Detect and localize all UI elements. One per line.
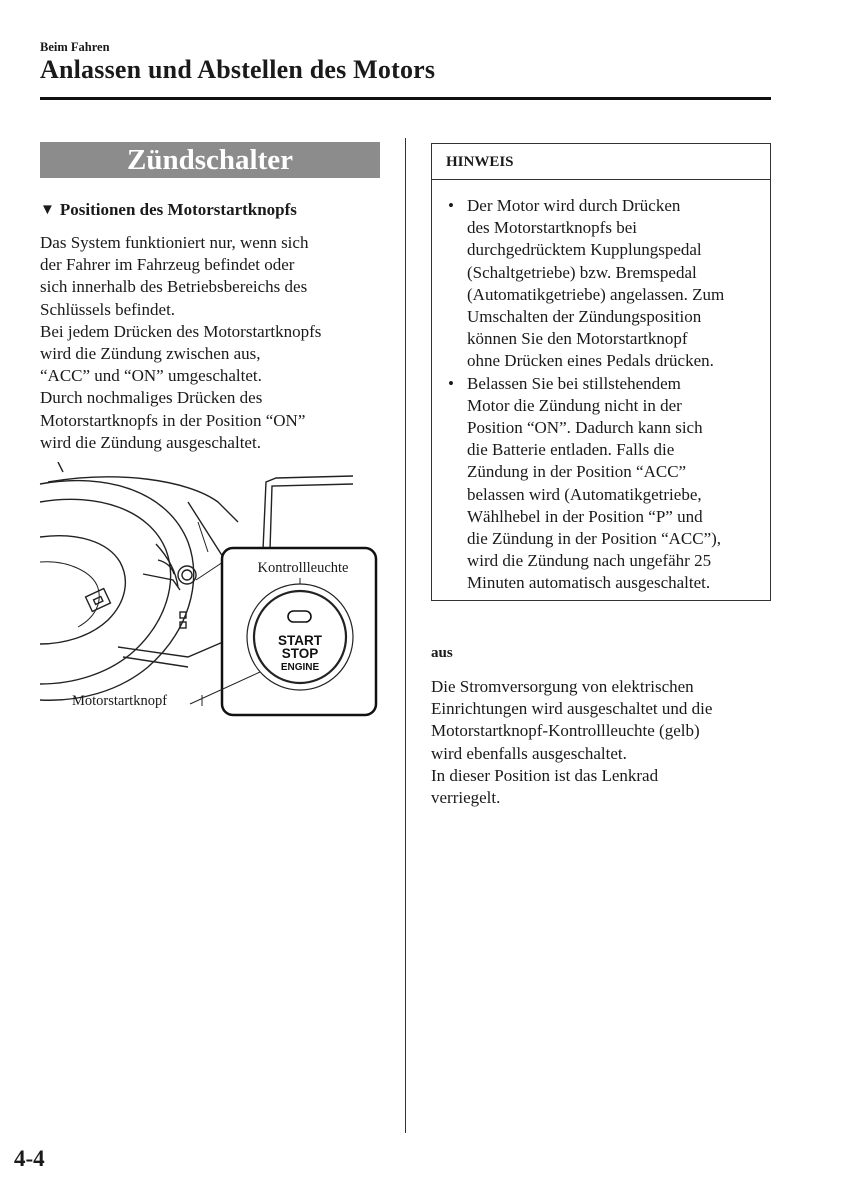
subheading xyxy=(40,200,297,220)
bullet-line: können Sie den Motorstartknopf xyxy=(467,329,688,349)
bullet-line: Zündung in der Position “ACC” xyxy=(467,462,687,482)
aus-heading: aus xyxy=(431,645,453,661)
title-rule xyxy=(40,97,771,100)
triangle-marker-icon: ▼ xyxy=(40,201,55,218)
bullet-line: belassen wird (Automatikgetriebe, xyxy=(467,484,702,504)
column-divider xyxy=(405,138,406,1133)
bullet-line: (Schaltgetriebe) bzw. Bremspedal xyxy=(467,262,697,282)
zoom-callout xyxy=(222,548,376,715)
hinweis-title: HINWEIS xyxy=(432,144,770,180)
paragraph-line: Durch nochmaliges Drücken des xyxy=(40,388,263,408)
indicator-light xyxy=(288,611,311,622)
bullet-line: Position “ON”. Dadurch kann sich xyxy=(467,418,703,438)
paragraph-line: verriegelt. xyxy=(431,788,501,808)
subheading-text: Positionen des Motorstartknopfs xyxy=(59,200,297,219)
paragraph-line: Motorstartknopfs in der Position “ON” xyxy=(40,410,306,430)
paragraph-line: Schlüssels befindet. xyxy=(40,299,176,319)
paragraph-line: wird die Zündung ausgeschaltet. xyxy=(40,432,261,452)
hinweis-box xyxy=(431,143,771,601)
bullet-line: des Motorstartknopfs bei xyxy=(467,218,637,238)
bullet-line: ohne Drücken eines Pedals drücken. xyxy=(467,351,714,371)
bullet-line: Belassen Sie bei stillstehendem xyxy=(467,373,681,393)
zuendschalter-banner: Zündschalter xyxy=(40,142,380,178)
bullet-line: die Batterie entladen. Falls die xyxy=(467,440,675,460)
list-item xyxy=(448,195,760,373)
paragraph-line: sich innerhalb des Betriebsbereichs des xyxy=(40,277,308,297)
intro-paragraph xyxy=(40,232,385,454)
bullet-line: Umschalten der Zündungsposition xyxy=(467,307,702,327)
section-label: Beim Fahren xyxy=(40,40,110,54)
paragraph-line: der Fahrer im Fahrzeug befindet oder xyxy=(40,255,295,275)
bullet-line: Minuten automatisch ausgeschaltet. xyxy=(467,573,711,593)
paragraph-line: wird ebenfalls ausgeschaltet. xyxy=(431,743,627,763)
bullet-line: Motor die Zündung nicht in der xyxy=(467,395,682,415)
paragraph-line: Bei jedem Drücken des Motorstartknopfs xyxy=(40,321,322,341)
bullet-line: Wählhebel in der Position “P” und xyxy=(467,506,703,526)
paragraph-line: “ACC” und “ON” umgeschaltet. xyxy=(40,366,262,386)
callout-indicator-label: Kontrollleuchte xyxy=(257,560,349,576)
bullet-line: wird die Zündung nach ungefähr 25 xyxy=(467,551,712,571)
paragraph-line: Motorstartknopf-Kontrollleuchte (gelb) xyxy=(431,721,700,741)
paragraph-line: In dieser Position ist das Lenkrad xyxy=(431,765,659,785)
bullet-line: (Automatikgetriebe) angelassen. Zum xyxy=(467,284,725,304)
bullet-line: die Zündung in der Position “ACC”), xyxy=(467,529,722,549)
button-text-engine: ENGINE xyxy=(280,662,320,673)
chapter-title: Anlassen und Abstellen des Motors xyxy=(40,55,436,84)
bullet-line: durchgedrücktem Kupplungspedal xyxy=(467,240,702,260)
callout-button-label: Motorstartknopf xyxy=(72,693,168,709)
start-button-figure xyxy=(38,462,383,717)
paragraph-line: Einrichtungen wird ausgeschaltet und die xyxy=(431,699,713,719)
bullet-glyph: • xyxy=(448,196,454,215)
paragraph-line: wird die Zündung zwischen aus, xyxy=(40,344,261,364)
hinweis-bullets xyxy=(432,180,770,595)
aus-paragraph xyxy=(431,676,776,809)
button-text-start: START xyxy=(278,633,322,648)
bullet-line: Der Motor wird durch Drücken xyxy=(467,196,681,215)
paragraph-line: Die Stromversorgung von elektrischen xyxy=(431,677,694,696)
bullet-glyph: • xyxy=(448,373,454,393)
paragraph-line: Das System funktioniert nur, wenn sich xyxy=(40,233,309,252)
page-number: 4-4 xyxy=(14,1146,45,1171)
button-text-stop: STOP xyxy=(281,646,319,661)
list-item xyxy=(448,373,760,595)
